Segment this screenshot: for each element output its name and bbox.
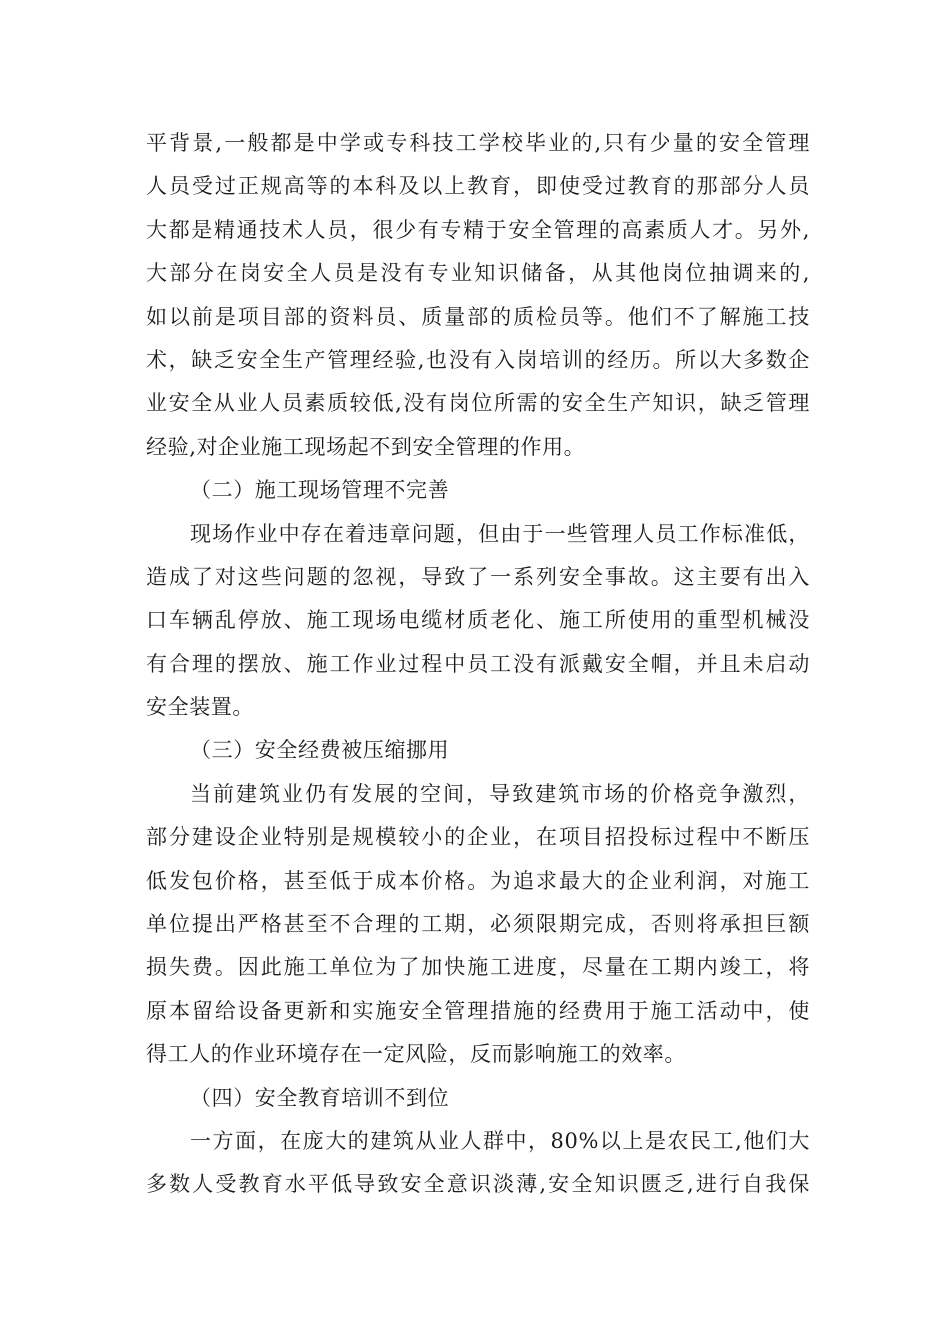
text-line: 大都是精通技术人员，很少有专精于安全管理的高素质人才。另外, (146, 217, 810, 242)
paragraph-safety-funds (146, 773, 810, 1077)
text-line: 口车辆乱停放、施工现场电缆材质老化、施工所使用的重型机械没 (146, 608, 810, 633)
text-line: 现场作业中存在着违章问题，但由于一些管理人员工作标准低， (190, 521, 810, 546)
text-line: 当前建筑业仍有发展的空间，导致建筑市场的价格竞争激烈， (190, 781, 810, 806)
text-line: 单位提出严格甚至不合理的工期，必须限期完成，否则将承担巨额 (146, 912, 810, 937)
text-line: 大部分在岗安全人员是没有专业知识储备，从其他岗位抽调来的, (146, 261, 810, 286)
text-line: 业安全从业人员素质较低,没有岗位所需的安全生产知识，缺乏管理 (146, 391, 810, 416)
text-line: 安全装置。 (146, 695, 254, 720)
text-line: 损失费。因此施工单位为了加快施工进度，尽量在工期内竣工，将 (146, 955, 810, 980)
text-line: 人员受过正规高等的本科及以上教育，即使受过教育的那部分人员 (146, 174, 810, 199)
text-line: 原本留给设备更新和实施安全管理措施的经费用于施工活动中，使 (146, 998, 810, 1023)
text-line: 如以前是项目部的资料员、质量部的质检员等。他们不了解施工技 (146, 304, 810, 329)
text-line: 术，缺乏安全生产管理经验,也没有入岗培训的经历。所以大多数企 (146, 347, 810, 372)
document-body (146, 122, 810, 1207)
section-heading-2: （二）施工现场管理不完善 (190, 478, 450, 503)
paragraph-site-management (146, 513, 810, 730)
text-line: 造成了对这些问题的忽视，导致了一系列安全事故。这主要有出入 (146, 564, 810, 589)
text-line: 有合理的摆放、施工作业过程中员工没有派戴安全帽，并且未启动 (146, 651, 810, 676)
text-line: 低发包价格，甚至低于成本价格。为追求最大的企业利润，对施工 (146, 868, 810, 893)
text-line: 得工人的作业环境存在一定风险，反而影响施工的效率。 (146, 1042, 686, 1067)
paragraph-safety-training (146, 1120, 810, 1207)
section-heading-3: （三）安全经费被压缩挪用 (190, 738, 450, 763)
text-line: 一方面，在庞大的建筑从业人群中，80%以上是农民工,他们大 (190, 1128, 810, 1153)
text-line: 多数人受教育水平低导致安全意识淡薄,安全知识匮乏,进行自我保 (146, 1172, 810, 1197)
paragraph-background (146, 122, 810, 469)
section-heading-4: （四）安全教育培训不到位 (190, 1085, 450, 1110)
text-line: 平背景,一般都是中学或专科技工学校毕业的,只有少量的安全管理 (146, 131, 810, 155)
text-line: 经验,对企业施工现场起不到安全管理的作用。 (146, 434, 586, 459)
text-line: 部分建设企业特别是规模较小的企业，在项目招投标过程中不断压 (146, 825, 810, 850)
